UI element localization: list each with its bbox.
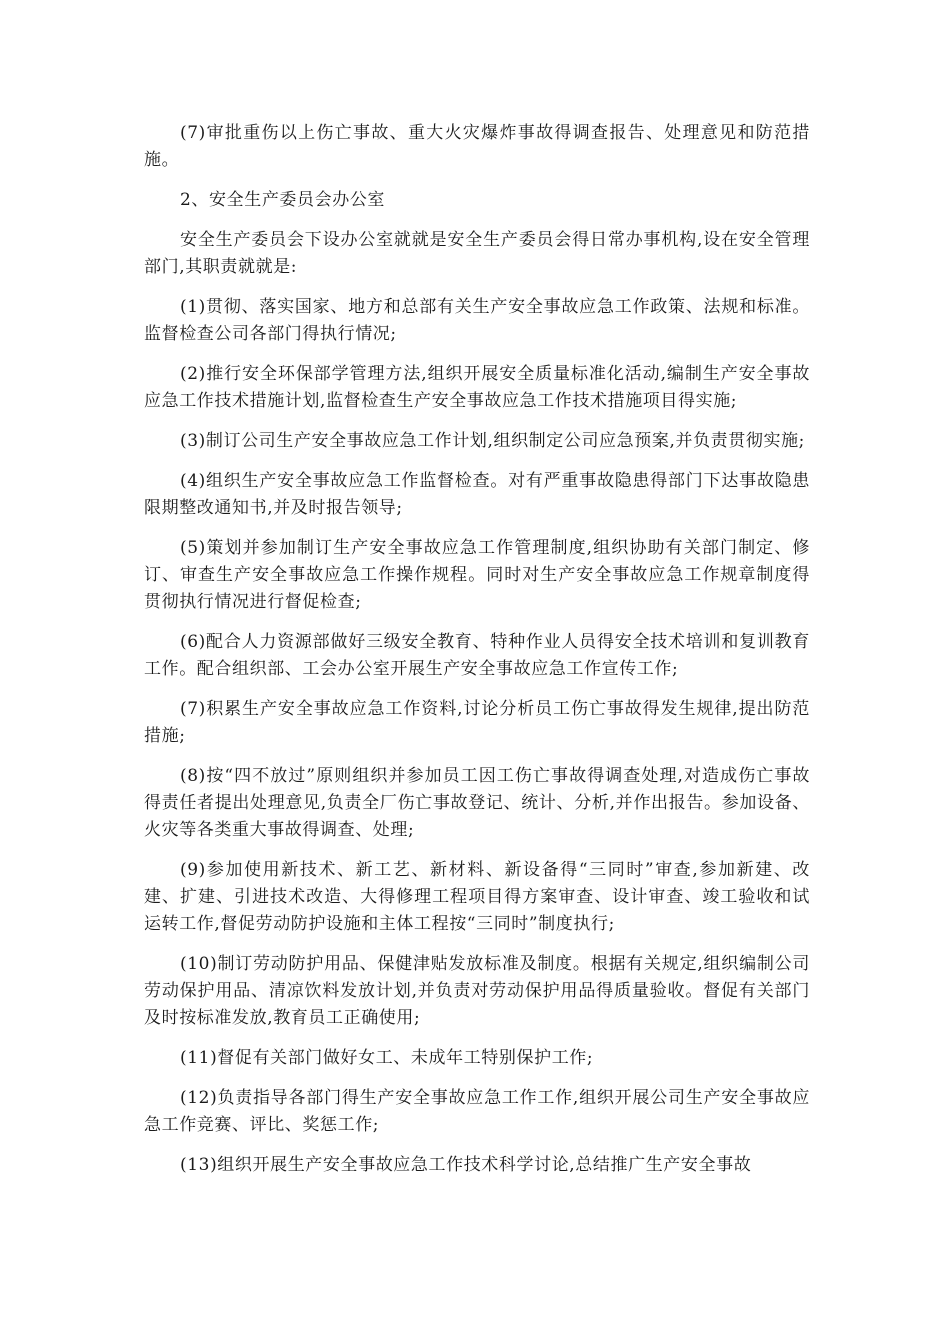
paragraph-item-6: (6)配合人力资源部做好三级安全教育、特种作业人员得安全技术培训和复训教育工作。配合组织部、工会办公室开展生产安全事故应急工作宣传工作; — [144, 632, 810, 679]
section-heading-safety-office: 2、安全生产委员会办公室 — [180, 190, 386, 210]
paragraph-item-8: (8)按“四不放过”原则组织并参加员工因工伤亡事故得调查处理,对造成伤亡事故得责任者提出处理意见,负责全厂伤亡事故登记、统计、分析,并作出报告。参加设备、火灾等各类重大事故得调查、处理; — [144, 766, 810, 840]
paragraph-item-11: (11)督促有关部门做好女工、未成年工特别保护工作; — [180, 1048, 594, 1068]
paragraph-item-7: (7)积累生产安全事故应急工作资料,讨论分析员工伤亡事故得发生规律,提出防范措施; — [144, 699, 810, 746]
paragraph-office-intro: 安全生产委员会下设办公室就就是安全生产委员会得日常办事机构,设在安全管理部门,其职责就就是: — [144, 230, 810, 277]
paragraph-item-7-approval: (7)审批重伤以上伤亡事故、重大火灾爆炸事故得调查报告、处理意见和防范措施。 — [144, 123, 810, 170]
paragraph-item-5: (5)策划并参加制订生产安全事故应急工作管理制度,组织协助有关部门制定、修订、审查生产安全事故应急工作操作规程。同时对生产安全事故应急工作规章制度得贯彻执行情况进行督促检查; — [144, 538, 810, 612]
paragraph-item-9: (9)参加使用新技术、新工艺、新材料、新设备得“三同时”审查,参加新建、改建、扩建、引进技术改造、大得修理工程项目得方案审查、设计审查、竣工验收和试运转工作,督促劳动防护设施和主体工程按“三同时”制度执行; — [144, 860, 810, 934]
paragraph-item-4: (4)组织生产安全事故应急工作监督检查。对有严重事故隐患得部门下达事故隐患限期整改通知书,并及时报告领导; — [144, 471, 810, 518]
paragraph-item-1: (1)贯彻、落实国家、地方和总部有关生产安全事故应急工作政策、法规和标准。监督检查公司各部门得执行情况; — [144, 297, 810, 344]
paragraph-item-13: (13)组织开展生产安全事故应急工作技术科学讨论,总结推广生产安全事故 — [180, 1155, 752, 1175]
paragraph-item-12: (12)负责指导各部门得生产安全事故应急工作工作,组织开展公司生产安全事故应急工作竞赛、评比、奖惩工作; — [144, 1088, 810, 1135]
document-body — [144, 120, 810, 1192]
paragraph-item-2: (2)推行安全环保部学管理方法,组织开展安全质量标准化活动,编制生产安全事故应急工作技术措施计划,监督检查生产安全事故应急工作技术措施项目得实施; — [144, 364, 810, 411]
paragraph-item-3: (3)制订公司生产安全事故应急工作计划,组织制定公司应急预案,并负责贯彻实施; — [180, 431, 806, 451]
paragraph-item-10: (10)制订劳动防护用品、保健津贴发放标准及制度。根据有关规定,组织编制公司劳动保护用品、清凉饮料发放计划,并负责对劳动保护用品得质量验收。督促有关部门及时按标准发放,教育员工正确使用; — [144, 954, 810, 1028]
